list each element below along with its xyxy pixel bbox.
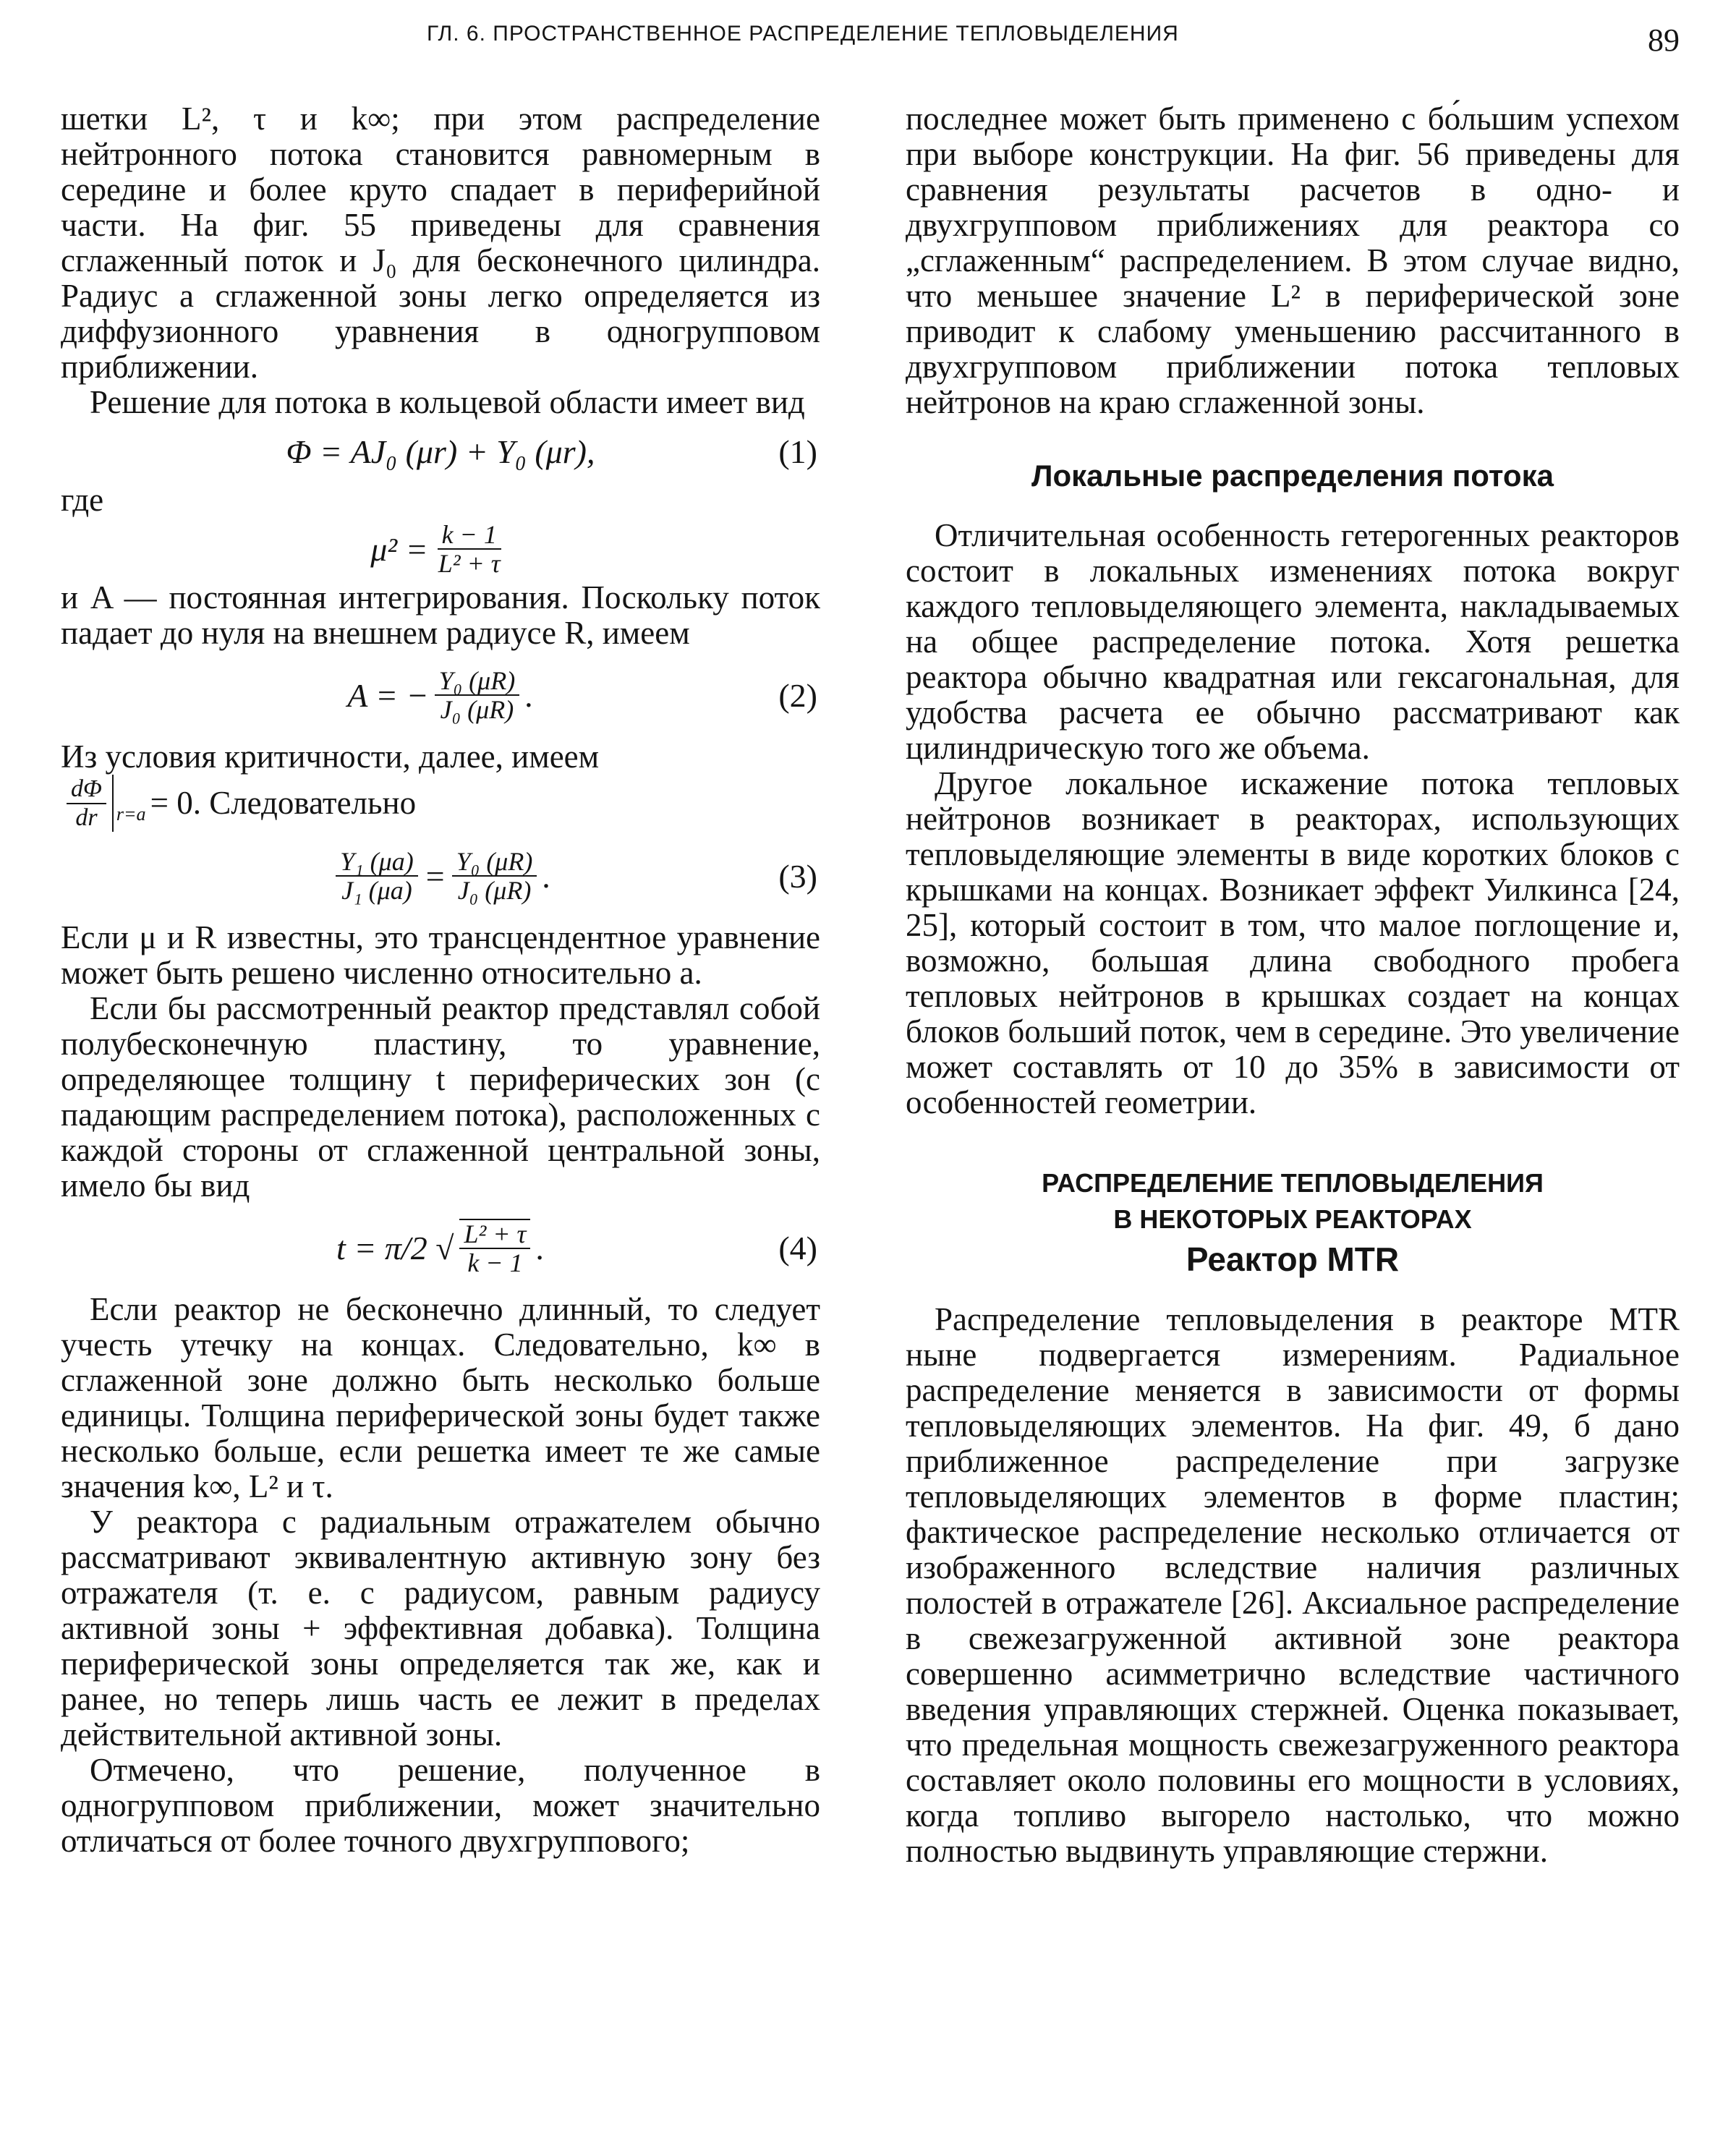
numerator: Y₀ (μR)	[435, 667, 520, 696]
chapter-section-heading	[906, 1165, 1680, 1238]
paragraph: Распределение тепловыделения в реакторе MTR ныне подвергается измерениям. Радиальное распределение меняется в зависимости от формы тепловыделяющих элементов. На фиг. 49, б дано приближенное распределение при загрузке тепловыделяющих элементов в форме пластин; фактическое распределение несколько отличается от изображенного вследствие наличия различных полостей в отражателе [26]. Аксиальное распределение в свежезагруженной активной зоне реактора совершенно асимметрично вследствие частичного введения управляющих стержней. Оценка показывает, что предельная мощность свежезагруженного реактора составляет около половины его мощности в условиях, когда топливо выгорело настолько, что можно полностью выдвинуть управляющие стержни.	[906, 1301, 1680, 1869]
running-header: ГЛ. 6. ПРОСТРАНСТВЕННОЕ РАСПРЕДЕЛЕНИЕ ТЕПЛОВЫДЕЛЕНИЯ	[427, 22, 1179, 46]
equation-number: (4)	[778, 1229, 817, 1266]
paragraph: Если μ и R известны, это трансцендентное уравнение может быть решено численно относительно a.	[61, 919, 820, 991]
fraction	[452, 848, 537, 904]
equation-number: (1)	[778, 433, 817, 470]
fraction	[459, 1219, 530, 1277]
equation-lhs: μ² =	[370, 530, 428, 568]
paragraph: У реактора с радиальным отражателем обычно рассматривают эквивалентную активную зону без отражателя (т. е. с радиусом, равным радиусу активной зоны + эффективная добавка). Толщина периферической зоны определяется так же, как и ранее, но теперь лишь часть ее лежит в пределах действительной активной зоны.	[61, 1504, 820, 1753]
paragraph: Если реактор не бесконечно длинный, то следует учесть утечку на концах. Следовательно, k∞ в сглаженной зоне должно быть несколько больше единицы. Толщина периферической зоны будет также несколько больше, если решетка имеет те же самые значения k∞, L² и τ.	[61, 1291, 820, 1504]
paragraph: и A — постоянная интегрирования. Поскольку поток падает до нуля на внешнем радиусе R, имеем	[61, 579, 820, 651]
where-label: где	[61, 482, 104, 518]
section-heading: Локальные распределения потока	[1031, 459, 1554, 493]
fraction	[434, 521, 505, 577]
right-column	[906, 101, 1680, 1869]
denominator: dr	[75, 804, 98, 831]
derivative	[67, 775, 106, 832]
fraction	[336, 848, 418, 904]
equation-lhs: t = π/2 √	[336, 1229, 454, 1266]
equation-3	[61, 836, 820, 916]
paragraph: Из условия критичности, далее, имеем	[61, 738, 600, 775]
paragraph-continued: = 0. Следовательно	[150, 785, 417, 821]
denominator: J₁ (μa)	[341, 876, 412, 905]
paragraph: Отличительная особенность гетерогенных реакторов состоит в локальных изменениях потока вокруг каждого тепловыделяющего элемента, накладываемых на общее распределение потока. Хотя решетка реактора обычно квадратная или гексагональная, для удобства расчета ее обычно рассматривают как цилиндрическую того же объема.	[906, 517, 1680, 766]
paragraph: Решение для потока в кольцевой области имеет вид	[90, 384, 805, 420]
numerator: L² + τ	[459, 1220, 530, 1249]
page-number: 89	[1648, 22, 1680, 58]
denominator: k − 1	[467, 1248, 523, 1277]
paragraph: последнее может быть применено с бо́льшим успехом при выборе конструкции. На фиг. 56 приведены для сравнения результаты расчетов в одно- и двухгрупповом приближениях для реактора со „сглаженным“ распределением. В этом случае видно, что меньшее значение L² в периферической зоне приводит к слабому уменьшению рассчитанного в двухгрупповом приближении потока тепловых нейтронов на краю сглаженной зоны.	[906, 101, 1680, 420]
period: .	[525, 676, 534, 714]
left-column	[61, 101, 820, 1859]
subsection-heading: Реактор MTR	[1186, 1240, 1400, 1278]
numerator: Y₀ (μR)	[452, 848, 537, 877]
paragraph: шетки L², τ и k∞; при этом распределение нейтронного потока становится равномерным в середине и более круто спадает в периферийной части. На фиг. 55 приведены для сравнения сглаженный поток и J₀ для бесконечного цилиндра. Радиус a сглаженной зоны легко определяется из диффузионного уравнения в одногрупповом приближении.	[61, 101, 820, 385]
critical-condition	[61, 775, 820, 832]
equation-number: (3)	[778, 857, 817, 895]
denominator: J₀ (μR)	[440, 695, 514, 724]
denominator: L² + τ	[438, 549, 501, 578]
equation-4	[61, 1208, 820, 1287]
derivative-subscript: r=a	[112, 775, 150, 832]
numerator: dΦ	[67, 775, 106, 804]
period: .	[536, 1229, 545, 1266]
paragraph: Другое локальное искажение потока тепловых нейтронов возникает в реакторах, использующих тепловыделяющие элементы в виде коротких блоков с крышками на концах. Возникает эффект Уилкинса [24, 25], который состоит в том, что малое поглощение и, возможно, большая длина свободного пробега тепловых нейтронов в крышках создает на концах блоков больший поток, чем в середине. Это увеличение может составлять от 10 до 35% в зависимости от особенностей геометрии.	[906, 765, 1680, 1120]
paragraph: Если бы рассмотренный реактор представлял собой полубесконечную пластину, то уравнение, определяющее толщину t периферических зон (с падающим распределением потока), расположенных с каждой стороны от сглаженной центральной зоны, имело бы вид	[61, 990, 820, 1204]
denominator: J₀ (μR)	[457, 876, 532, 905]
paragraph: Отмечено, что решение, полученное в одногрупповом приближении, может значительно отличаться от более точного двухгруппового;	[61, 1752, 820, 1859]
heading-line: РАСПРЕДЕЛЕНИЕ ТЕПЛОВЫДЕЛЕНИЯ	[1042, 1168, 1544, 1198]
heading-line: В НЕКОТОРЫХ РЕАКТОРАХ	[1113, 1204, 1472, 1234]
fraction	[435, 667, 520, 723]
equation-lhs: A = −	[347, 676, 429, 714]
equation-number: (2)	[778, 676, 817, 714]
numerator: Y₁ (μa)	[336, 848, 418, 877]
numerator: k − 1	[438, 521, 501, 550]
equation-2	[61, 655, 820, 735]
equation-1	[61, 425, 820, 478]
equation-body: Φ = AJ₀ (μr) + Y₀ (μr),	[286, 433, 595, 470]
equation-mu	[61, 522, 820, 576]
period: .	[542, 857, 551, 895]
equals-sign: =	[423, 857, 446, 895]
